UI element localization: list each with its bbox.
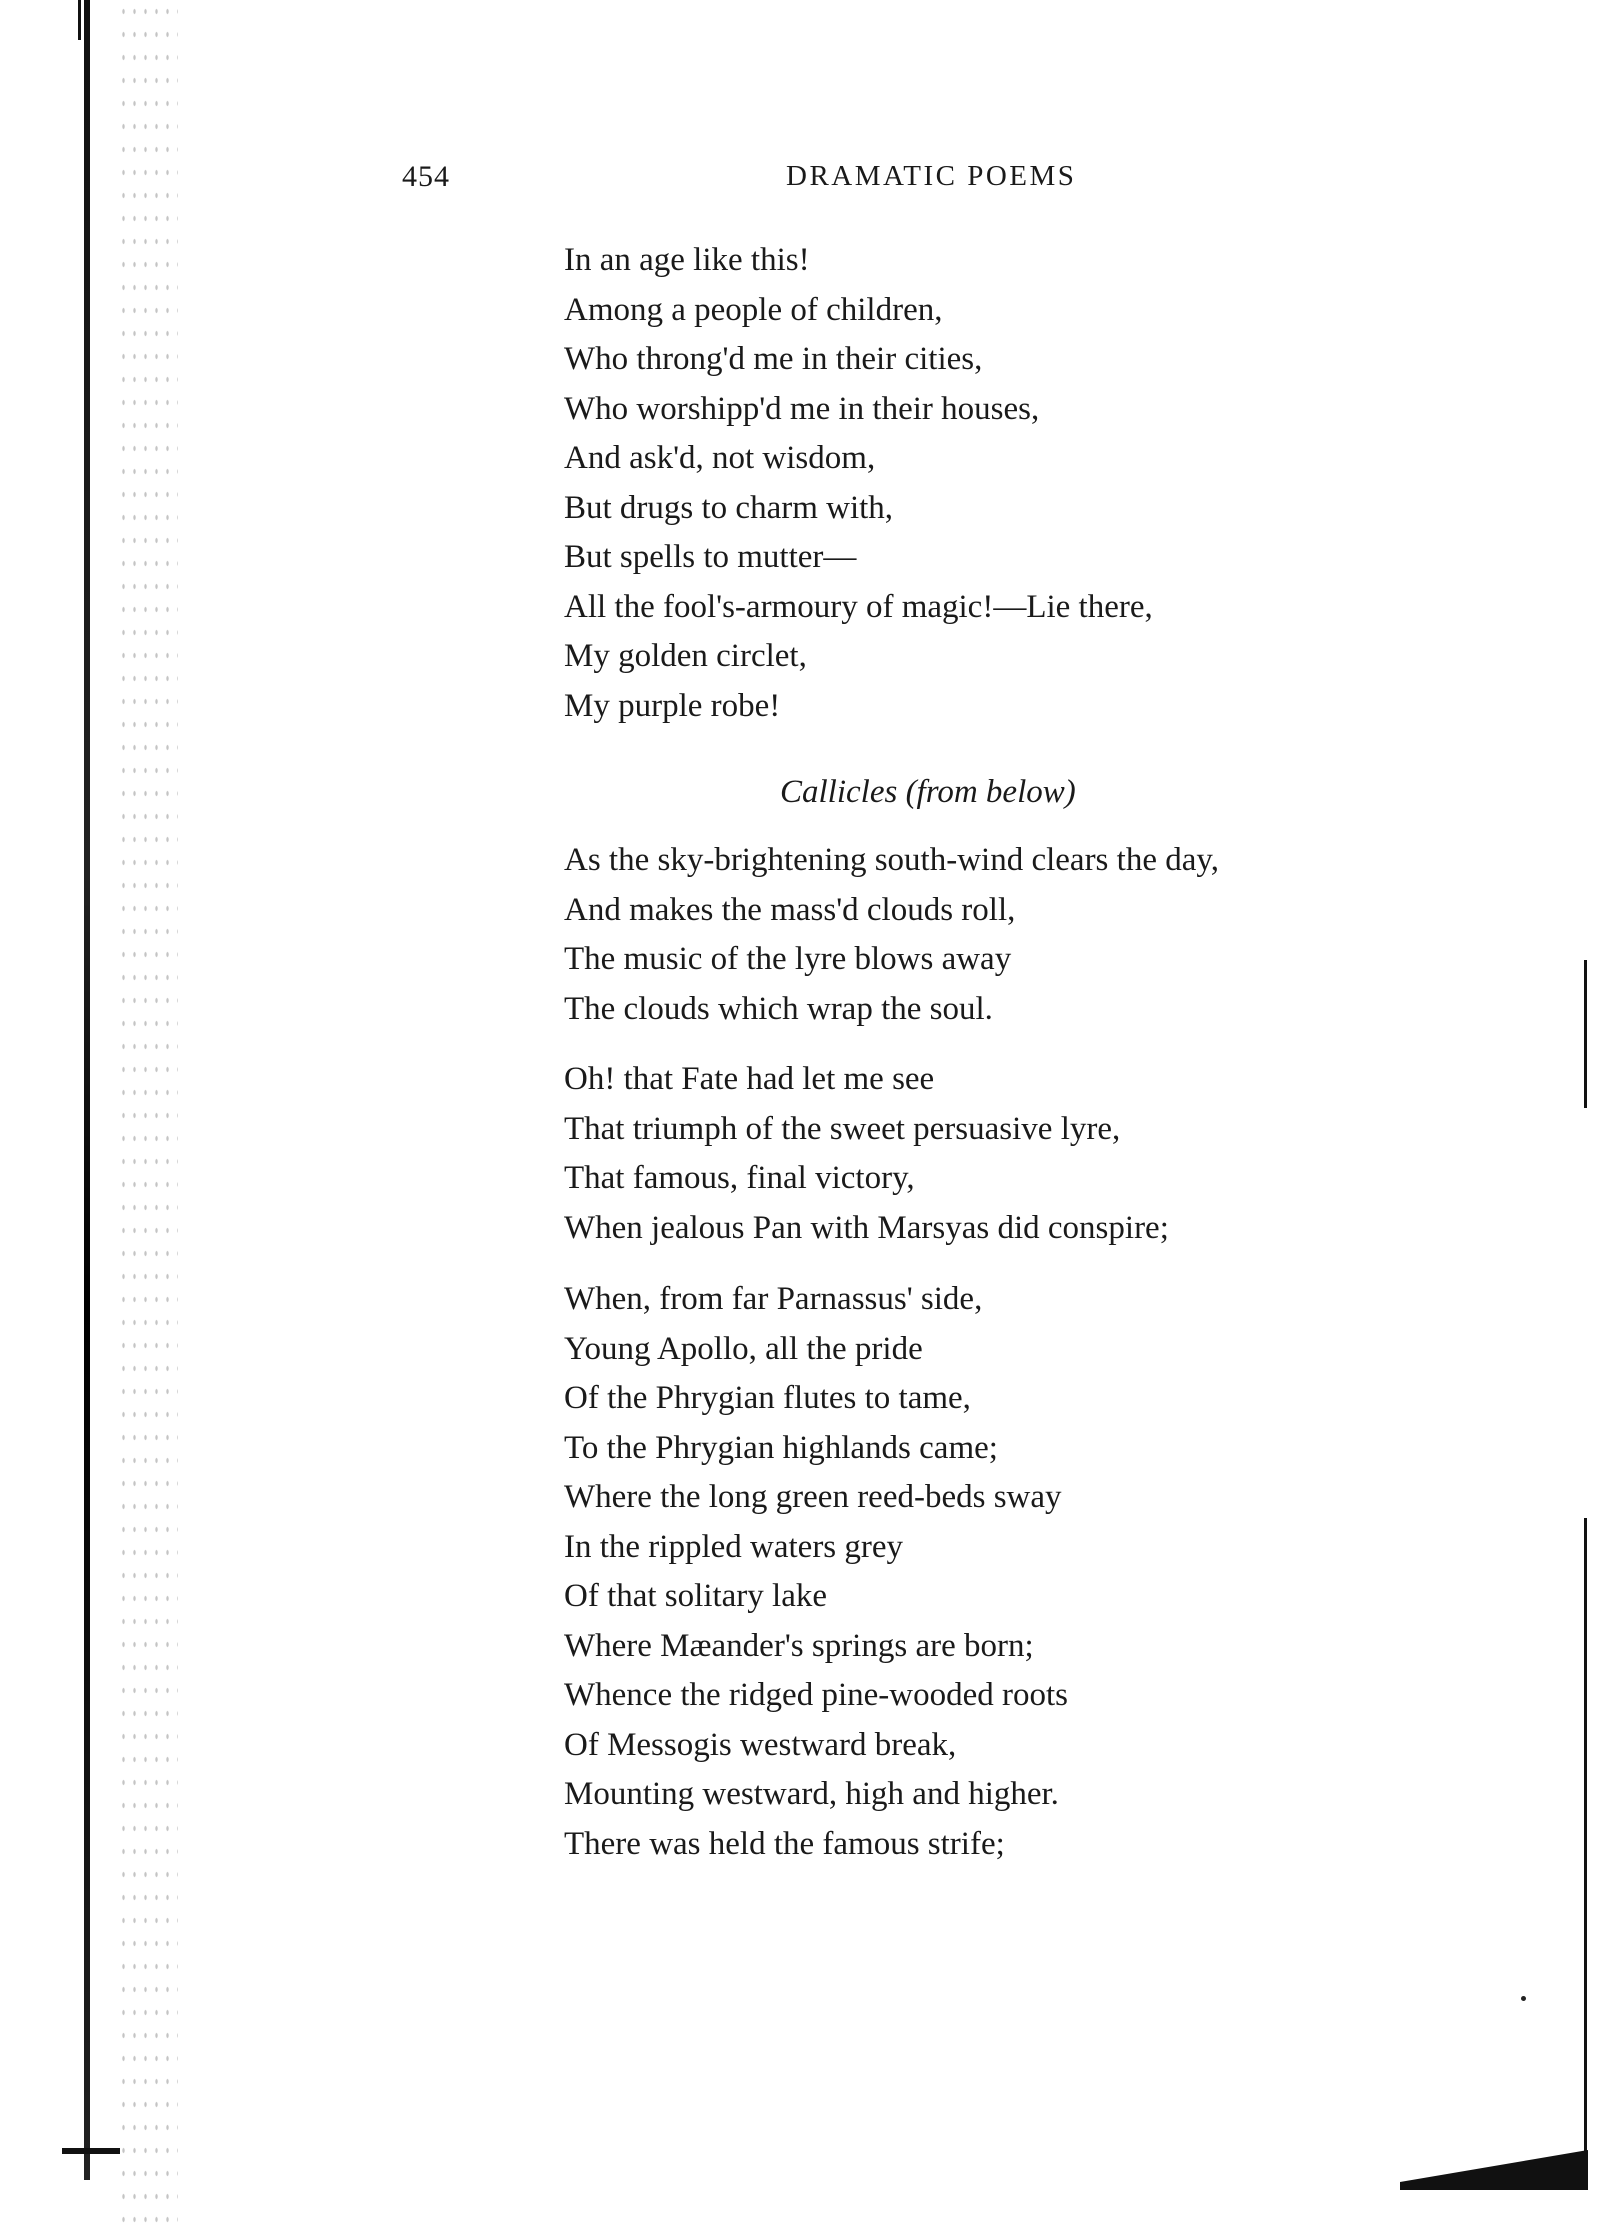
verse-line: But spells to mutter— [564, 539, 857, 575]
running-head: DRAMATIC POEMS [786, 160, 1077, 192]
verse-line: Young Apollo, all the pride [564, 1330, 923, 1367]
verse-line: Where Mæander's springs are born; [564, 1627, 1034, 1664]
verse-line: Oh! that Fate had let me see [564, 1061, 935, 1097]
verse-line: Of Messogis westward break, [564, 1726, 957, 1763]
page-header [0, 160, 1602, 200]
verse-line: In an age like this! [564, 242, 810, 278]
page-edge-mark [1584, 1518, 1587, 2178]
stanza [564, 236, 1153, 731]
verse-line: Of that solitary lake [564, 1578, 828, 1614]
ink-speck [1521, 1996, 1526, 2001]
verse-line: When jealous Pan with Marsyas did conspire; [564, 1209, 1169, 1246]
verse-line: And makes the mass'd clouds roll, [564, 891, 1016, 928]
stanza [564, 836, 1219, 1034]
verse-line: My golden circlet, [564, 638, 807, 674]
page-corner-shadow [1400, 2150, 1588, 2190]
verse-line: But drugs to charm with, [564, 489, 894, 526]
binding-edge [78, 0, 92, 2224]
verse-line: All the fool's-armoury of magic!—Lie there, [564, 588, 1153, 625]
verse-line: Among a people of children, [564, 291, 943, 328]
stanza [564, 1275, 1068, 1869]
verse-line: To the Phrygian highlands came; [564, 1429, 998, 1466]
verse-line: Who worshipp'd me in their houses, [564, 390, 1040, 427]
verse-line: Mounting westward, high and higher. [564, 1776, 1059, 1812]
verse-line: When, from far Parnassus' side, [564, 1281, 983, 1317]
page-number: 454 [402, 160, 450, 193]
verse-line: Who throng'd me in their cities, [564, 341, 983, 377]
binding-shadow-top [78, 0, 81, 40]
binding-speckle [118, 0, 178, 2224]
verse-line: Of the Phrygian flutes to tame, [564, 1380, 971, 1416]
verse-line: As the sky-brightening south-wind clears the day, [564, 842, 1219, 878]
speaker-heading: Callicles (from below) [780, 774, 1076, 810]
verse-line: The music of the lyre blows away [564, 941, 1012, 977]
verse-line: That famous, final victory, [564, 1160, 915, 1196]
verse-line: My purple robe! [564, 687, 781, 724]
binding-mark [62, 2148, 120, 2154]
binding-shadow [84, 0, 90, 2180]
verse-line: Whence the ridged pine-wooded roots [564, 1677, 1068, 1713]
verse-line: There was held the famous strife; [564, 1825, 1005, 1862]
verse-line: The clouds which wrap the soul. [564, 990, 993, 1027]
stanza [564, 1055, 1169, 1253]
verse-line: And ask'd, not wisdom, [564, 440, 876, 476]
verse-line: Where the long green reed-beds sway [564, 1479, 1062, 1515]
verse-line: That triumph of the sweet persuasive lyre, [564, 1110, 1121, 1147]
verse-line: In the rippled waters grey [564, 1528, 904, 1565]
page-edge-mark [1584, 960, 1587, 1108]
